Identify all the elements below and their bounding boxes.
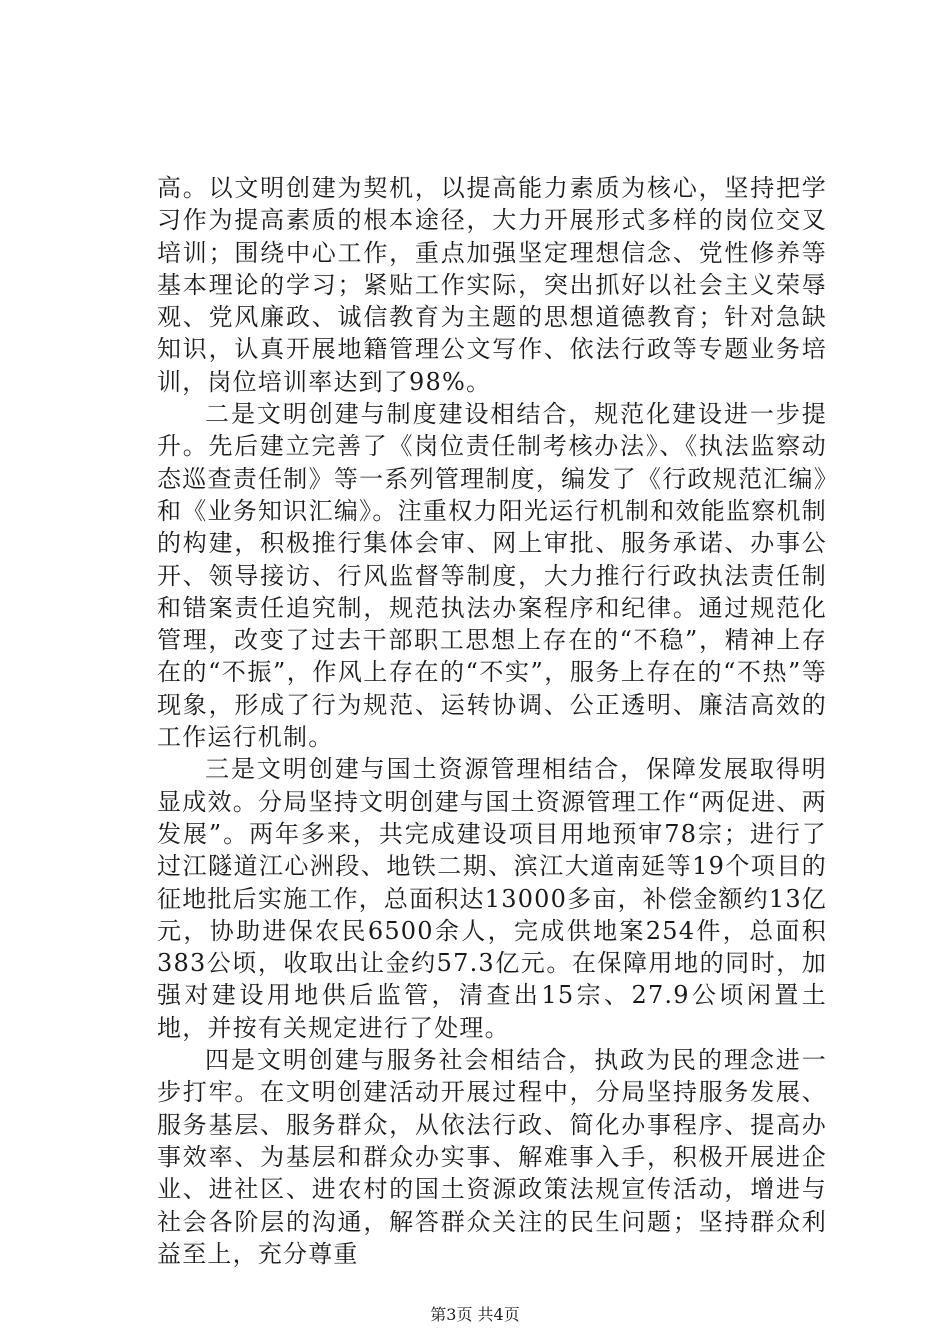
paragraph-institution-building: 二是文明创建与制度建设相结合，规范化建设进一步提升。先后建立完善了《岗位责任制考核办法》、《执法监察动态巡查责任制》等一系列管理制度，编发了《行政规范汇编》和《业务知识汇编》。注重权力阳光运行机制和效能监察机制的构建，积极推行集体会审、网上审批、服务承诺、办事公开、领导接访、行风监督等制度，大力推行行政执法责任制和错案责任追究制，规范执法办案程序和纪律。通过规范化管理，改变了过去干部职工思想上存在的“不稳”，精神上存在的“不振”，作风上存在的“不实”，服务上存在的“不热”等现象，形成了行为规范、运转协调、公正透明、廉洁高效的工作运行机制。 — [157, 400, 827, 752]
document-body — [157, 172, 827, 1270]
paragraph-continuation: 高。以文明创建为契机，以提高能力素质为核心，坚持把学习作为提高素质的根本途径，大力开展形式多样的岗位交叉培训；围绕中心工作，重点加强坚定理想信念、党性修养等基本理论的学习；紧贴工作实际，突出抓好以社会主义荣辱观、党风廉政、诚信教育为主题的思想道德教育；针对急缺知识，认真开展地籍管理公文写作、依法行政等专题业务培训，岗位培训率达到了98%。 — [157, 174, 827, 396]
paragraph-land-resources: 三是文明创建与国土资源管理相结合，保障发展取得明显成效。分局坚持文明创建与国土资源管理工作“两促进、两发展”。两年多来，共完成建设项目用地预审78宗；进行了过江隧道江心洲段、地铁二期、滨江大道南延等19个项目的征地批后实施工作，总面积达13000多亩，补偿金额约13亿元，协助进保农民6500余人，完成供地案254件，总面积383公顷，收取出让金约57.3亿元。在保障用地的同时，加强对建设用地供后监管，清查出15宗、27.9公顷闲置土地，并按有关规定进行了处理。 — [157, 755, 827, 1042]
page-number-footer: 第3页 共4页 — [430, 1305, 520, 1324]
paragraph-public-service: 四是文明创建与服务社会相结合，执政为民的理念进一步打牢。在文明创建活动开展过程中，分局坚持服务发展、服务基层、服务群众，从依法行政、简化办事程序、提高办事效率、为基层和群众办实事、解难事入手，积极开展进企业、进社区、进农村的国土资源政策法规宣传活动，增进与社会各阶层的沟通，解答群众关注的民生问题；坚持群众利益至上，充分尊重 — [157, 1046, 827, 1268]
